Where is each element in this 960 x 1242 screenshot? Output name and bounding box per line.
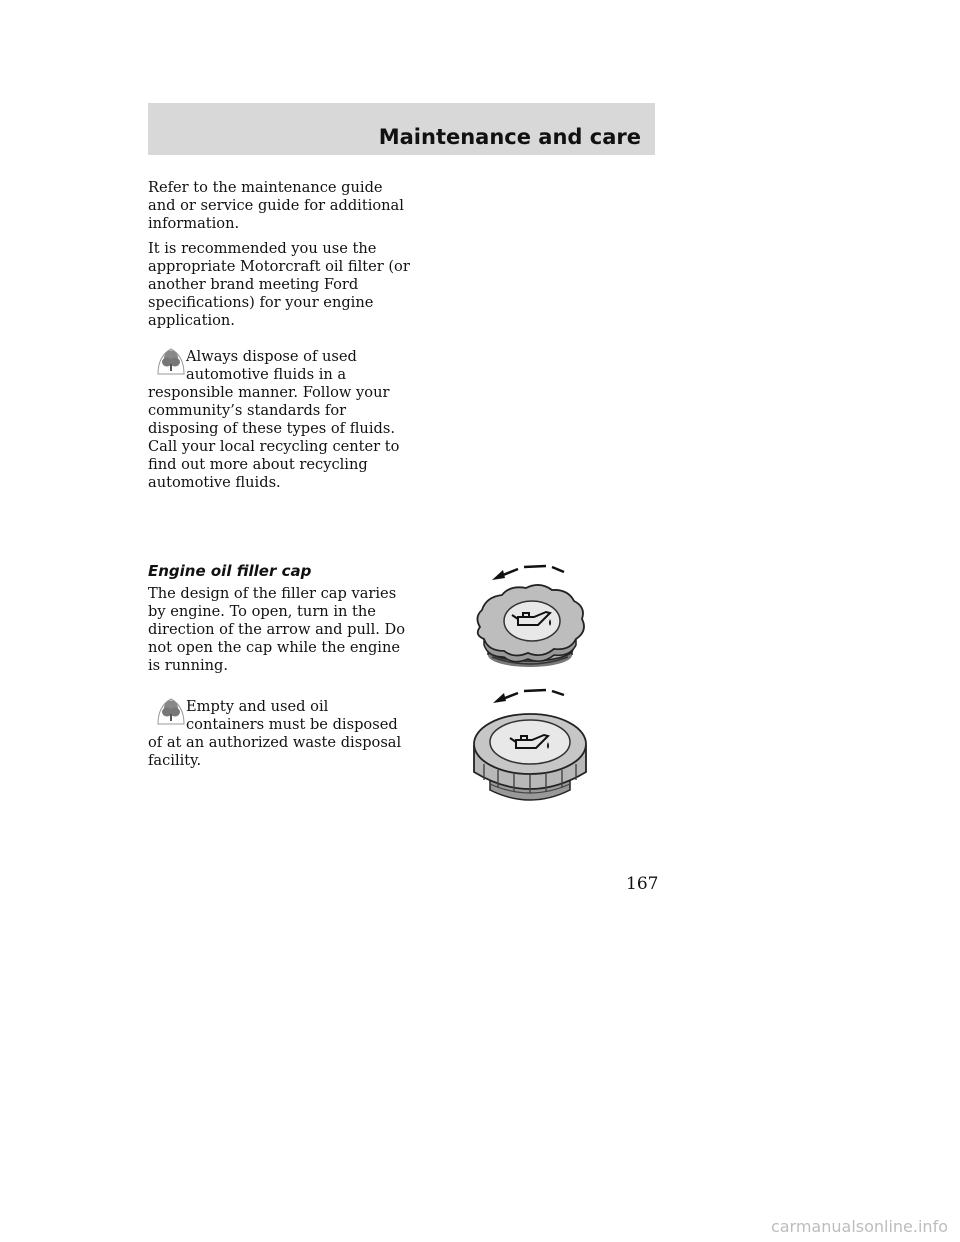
text-line: is running. <box>148 657 229 674</box>
filler-cap-illustration-wavy <box>460 555 600 675</box>
page-title: Maintenance and care <box>378 125 641 149</box>
text-line: community’s standards for <box>148 402 347 419</box>
dashed-arrow-left-icon <box>493 690 564 703</box>
text-line: The design of the filler cap varies <box>148 585 397 602</box>
page-number: 167 <box>626 874 659 894</box>
text-line: facility. <box>148 752 202 769</box>
text-line: Empty and used oil <box>186 698 329 715</box>
text-line: automotive fluids. <box>148 474 281 491</box>
section-heading: Engine oil filler cap <box>148 562 312 580</box>
text-line: responsible manner. Follow your <box>148 384 390 401</box>
text-line: Refer to the maintenance guide <box>148 179 383 196</box>
dashed-arrow-left-icon <box>492 566 564 580</box>
text-line: disposing of these types of fluids. <box>148 420 395 437</box>
text-line: Call your local recycling center to <box>148 438 400 455</box>
filler-cap-paragraph <box>148 585 406 675</box>
page-header <box>148 103 655 155</box>
text-line: specifications) for your engine <box>148 294 374 311</box>
text-line: Always dispose of used <box>186 348 357 365</box>
text-line: automotive fluids in a <box>186 366 347 383</box>
watermark: carmanualsonline.info <box>770 1217 948 1236</box>
text-line: application. <box>148 312 235 329</box>
text-line: of at an authorized waste disposal <box>148 734 402 751</box>
text-line: information. <box>148 215 240 232</box>
recycling-warning <box>148 348 398 492</box>
text-line: another brand meeting Ford <box>148 276 359 293</box>
filler-cap-illustration-round <box>460 678 600 808</box>
text-line: containers must be disposed <box>186 716 398 733</box>
oil-container-warning <box>148 698 402 770</box>
text-line: and or service guide for additional <box>148 197 404 214</box>
text-line: by engine. To open, turn in the <box>148 603 376 620</box>
text-line: It is recommended you use the <box>148 240 377 257</box>
text-line: direction of the arrow and pull. Do <box>148 621 406 638</box>
oil-filter-paragraph <box>148 240 410 330</box>
text-line: not open the cap while the engine <box>148 639 401 656</box>
text-line: appropriate Motorcraft oil filter (or <box>148 258 410 275</box>
text-line: find out more about recycling <box>148 456 368 473</box>
intro-paragraph <box>148 179 404 233</box>
